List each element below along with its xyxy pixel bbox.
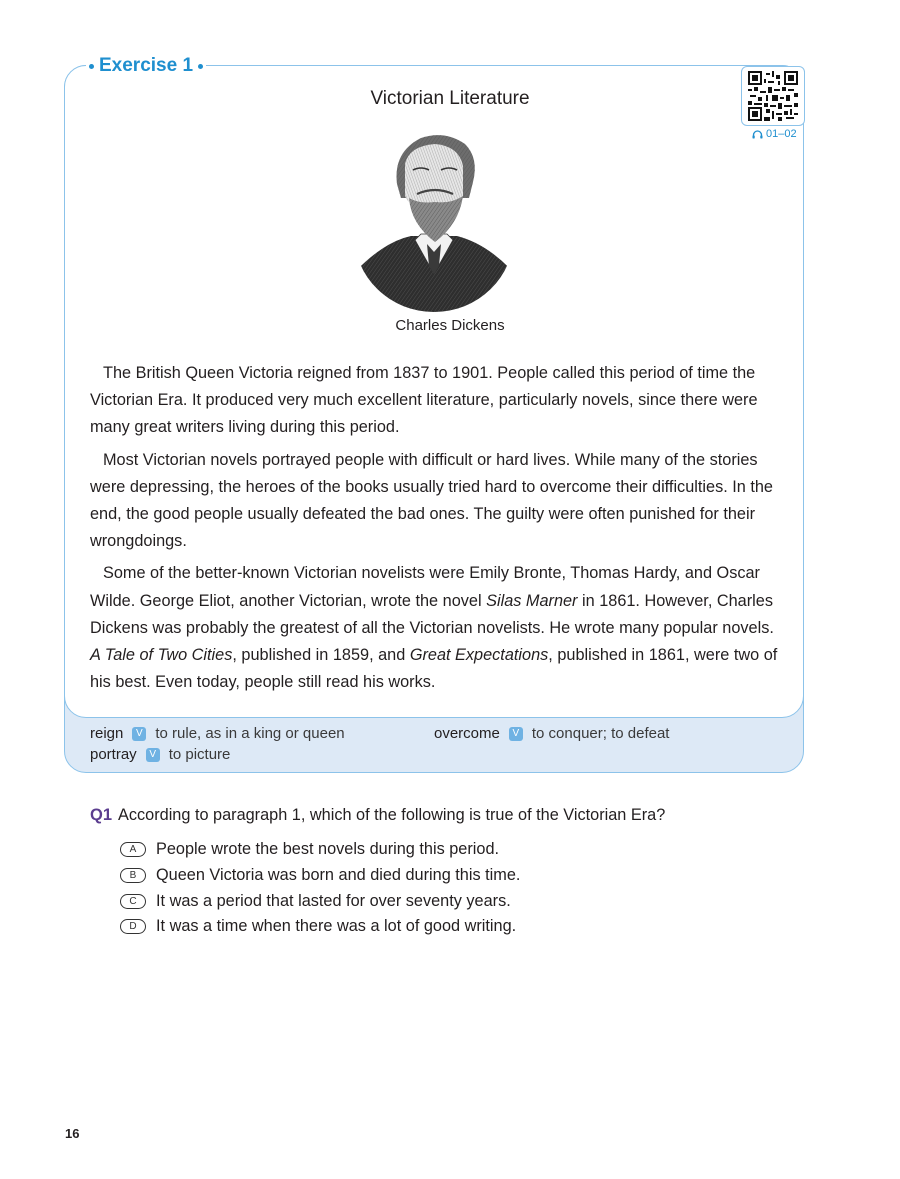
paragraph-text: Most Victorian novels portrayed people with difficult or hard lives. While many of the stories were depressing, the heroes of the books usually tried hard to overcome their difficulties. In the end, the good people usually defeated the bad ones. The guilty were often punished for their wrongdoings. (90, 450, 773, 551)
audio-track[interactable] (752, 128, 797, 140)
bullet-dot-icon (89, 64, 94, 69)
exercise-label: Exercise 1 (99, 55, 194, 76)
vocab-definition: to conquer; to defeat (531, 725, 670, 742)
option-text: Queen Victoria was born and died during this time. (156, 866, 521, 884)
vocab-word: portray (90, 746, 137, 763)
question-1 (90, 806, 665, 825)
option-text: It was a period that lasted for over seventy years. (156, 892, 511, 910)
option-letter-bubble[interactable]: C (120, 894, 146, 909)
exercise-heading (86, 54, 206, 78)
headphones-icon (752, 130, 763, 139)
vocab-definition: to rule, as in a king or queen (155, 725, 345, 742)
option-letter-bubble[interactable]: B (120, 868, 146, 883)
part-of-speech-badge: V (132, 727, 146, 741)
option-letter-bubble[interactable]: D (120, 919, 146, 934)
paragraph-3 (90, 560, 786, 696)
qr-code[interactable] (741, 66, 805, 126)
vocab-word: overcome (434, 725, 500, 742)
vocab-entry-portray (90, 746, 230, 763)
page-number: 16 (65, 1126, 80, 1141)
passage-title: Victorian Literature (370, 88, 530, 109)
option-text: It was a time when there was a lot of good writing. (156, 917, 517, 935)
answer-option-b[interactable] (120, 866, 520, 885)
answer-option-c[interactable] (120, 892, 511, 911)
book-title: A Tale of Two Cities (90, 646, 233, 665)
image-caption: Charles Dickens (395, 317, 505, 334)
question-label: Q1 (90, 806, 113, 824)
paragraph-text: , published in 1859, and (232, 646, 410, 665)
audio-track-number: 01–02 (766, 128, 797, 140)
answer-option-d[interactable] (120, 917, 516, 936)
book-title: Great Expectations (409, 646, 549, 665)
paragraph-text: The British Queen Victoria reigned from 1837 to 1901. People called this period of time the Victorian Era. It produced very much excellent literature, particularly novels, since there were many great writers living during this period. (90, 364, 758, 437)
vocab-entry-overcome (434, 725, 669, 742)
question-text: According to paragraph 1, which of the following is true of the Victorian Era? (118, 806, 666, 824)
part-of-speech-badge: V (146, 748, 160, 762)
bullet-dot-icon (198, 64, 203, 69)
paragraph-text: in 1861. However, Charles Dickens was probably the greatest of all the Victorian novelists. He wrote many popular novels. (90, 591, 774, 637)
qr-code-icon (748, 71, 798, 121)
paragraph-2 (90, 447, 786, 556)
book-title: Silas Marner (486, 591, 578, 610)
vocab-word: reign (90, 725, 124, 742)
vocab-definition: to picture (168, 746, 231, 763)
part-of-speech-badge: V (509, 727, 523, 741)
charles-dickens-portrait (353, 124, 515, 312)
paragraph-text: , published in 1861, were two of his best. Even today, people still read his works. (90, 646, 778, 692)
option-letter-bubble[interactable]: A (120, 842, 146, 857)
paragraph-1 (90, 360, 786, 442)
paragraph-text: Some of the better-known Victorian novelists were Emily Bronte, Thomas Hardy, and Oscar Wilde. George Eliot, another Victorian, wrote the novel (90, 564, 760, 610)
passage-body (90, 360, 786, 701)
answer-option-a[interactable] (120, 840, 499, 859)
option-text: People wrote the best novels during this period. (156, 840, 500, 858)
vocab-entry-reign (90, 725, 345, 742)
